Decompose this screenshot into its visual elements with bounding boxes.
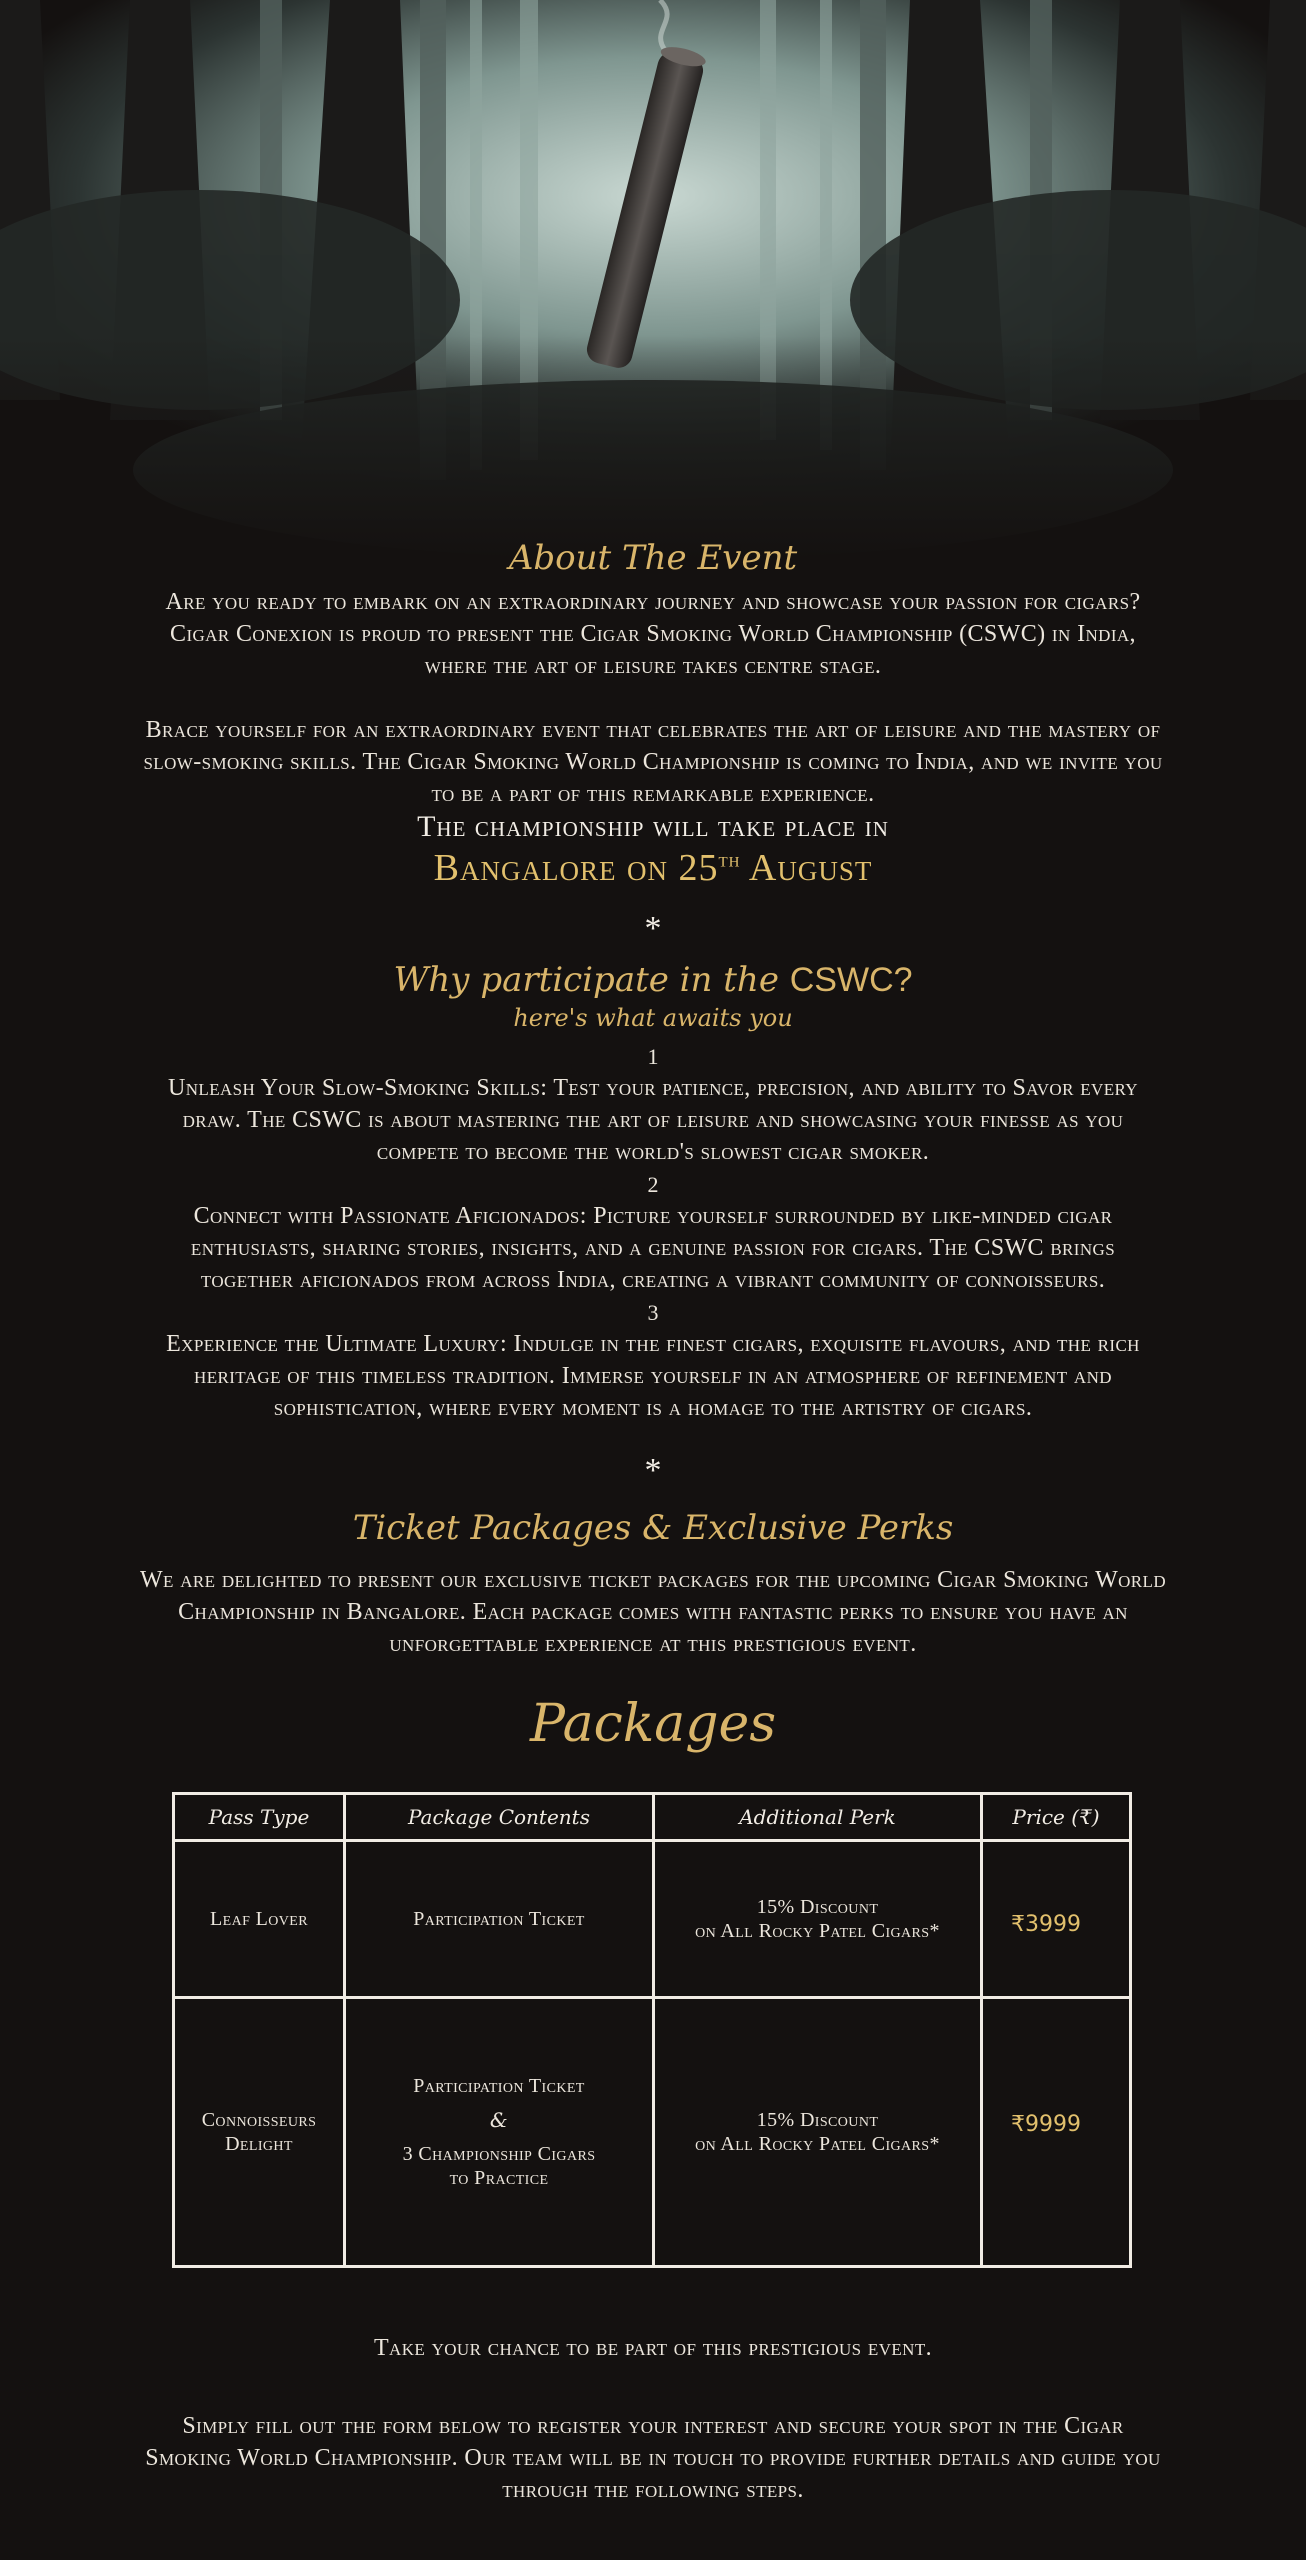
reason-text: Unleash Your Slow-Smoking Skills: Test your patience, precision, and ability to Savor every draw. The CSWC is about mastering the art of leisure and showcasing your finesse as you compete to become the world's slowest cigar smoker.: [168, 1075, 1138, 1165]
reason-number: 1: [647, 1044, 659, 1069]
championship-date: [0, 846, 1306, 890]
perk-line: 15% Discount: [756, 2109, 879, 2131]
tickets-title: Ticket Packages & Exclusive Perks: [352, 1508, 954, 1548]
packages-title: Packages: [529, 1694, 777, 1754]
row-1-perk: [655, 1842, 980, 1996]
contents-line: to Practice: [449, 2167, 549, 2189]
perk-line: on All Rocky Patel Cigars*: [695, 1920, 940, 1942]
row-1-price: ₹3999: [1011, 1911, 1081, 1937]
row-2-perk: [655, 1999, 980, 2265]
pass-line: Connoisseurs: [201, 2109, 317, 2131]
about-title: About The Event: [508, 538, 798, 578]
divider-star: *: [644, 1452, 662, 1489]
about-paragraph-2: Brace yourself for an extraordinary event that celebrates the art of leisure and the mastery of slow-smoking skills. The Cigar Smoking World Championship is coming to India, and we invite you to be a part of this remarkable experience.: [143, 717, 1163, 807]
why-subtitle: here's what awaits you: [513, 1004, 793, 1032]
header-price: Price (₹): [1012, 1805, 1100, 1829]
championship-month: August: [740, 847, 873, 889]
ampersand: &: [489, 2108, 509, 2132]
reason-number: 3: [647, 1300, 659, 1325]
perk-line: on All Rocky Patel Cigars*: [695, 2133, 940, 2155]
championship-line: The championship will take place in: [417, 810, 889, 843]
tickets-paragraph: We are delighted to present our exclusive ticket packages for the upcoming Cigar Smoking World Championship in Bangalore. Each package comes with fantastic perks to ensure you have an unforgettable experience at this prestigious event.: [140, 1567, 1166, 1657]
closing-chance: Take your chance to be part of this prestigious event.: [373, 2335, 933, 2361]
pass-line: Delight: [225, 2133, 293, 2155]
closing-paragraph: Simply fill out the form below to register your interest and secure your spot in the Cigar Smoking World Championship. Our team will be in touch to provide further details and guide you through the following steps.: [145, 2413, 1161, 2503]
row-1-contents: Participation Ticket: [413, 1908, 585, 1930]
row-2-contents: [346, 1999, 652, 2265]
reason-text: Experience the Ultimate Luxury: Indulge in the finest cigars, exquisite flavours, and the rich heritage of this timeless tradition. Immerse yourself in an atmosphere of refinement and sophistication, where every moment is a homage to the artistry of cigars.: [166, 1331, 1140, 1421]
why-title-accent: CSWC?: [789, 961, 913, 999]
reason-text: Connect with Passionate Aficionados: Picture yourself surrounded by like-minded cigar enthusiasts, sharing stories, insights, and a genuine passion for cigars. The CSWC brings together aficionados from across India, creating a vibrant community of connoisseurs.: [190, 1203, 1116, 1293]
row-2-pass: [175, 1999, 343, 2265]
contents-line: Participation Ticket: [413, 2075, 585, 2097]
hero-forest-cigar-image: [0, 0, 1306, 560]
header-package-contents: Package Contents: [407, 1805, 590, 1829]
date-suffix: th: [718, 846, 741, 872]
perk-line: 15% Discount: [756, 1896, 879, 1918]
header-pass-type: Pass Type: [208, 1805, 310, 1829]
contents-line: 3 Championship Cigars: [402, 2143, 596, 2165]
row-2-price: ₹9999: [1011, 2111, 1081, 2137]
row-1-pass: Leaf Lover: [210, 1908, 308, 1930]
header-additional-perk: Additional Perk: [739, 1805, 896, 1829]
divider-star: *: [644, 910, 662, 947]
packages-table: [172, 1792, 1132, 2268]
about-paragraph-1: Are you ready to embark on an extraordinary journey and showcase your passion for cigars? Cigar Conexion is proud to present the Cigar Smoking World Championship (CSWC) in India, where the art of leisure takes centre stage.: [165, 589, 1141, 679]
reason-number: 2: [647, 1172, 659, 1197]
championship-city: Bangalore on 25: [433, 847, 719, 889]
why-title: [0, 960, 1306, 1000]
why-title-text: Why participate in the: [393, 960, 790, 1000]
